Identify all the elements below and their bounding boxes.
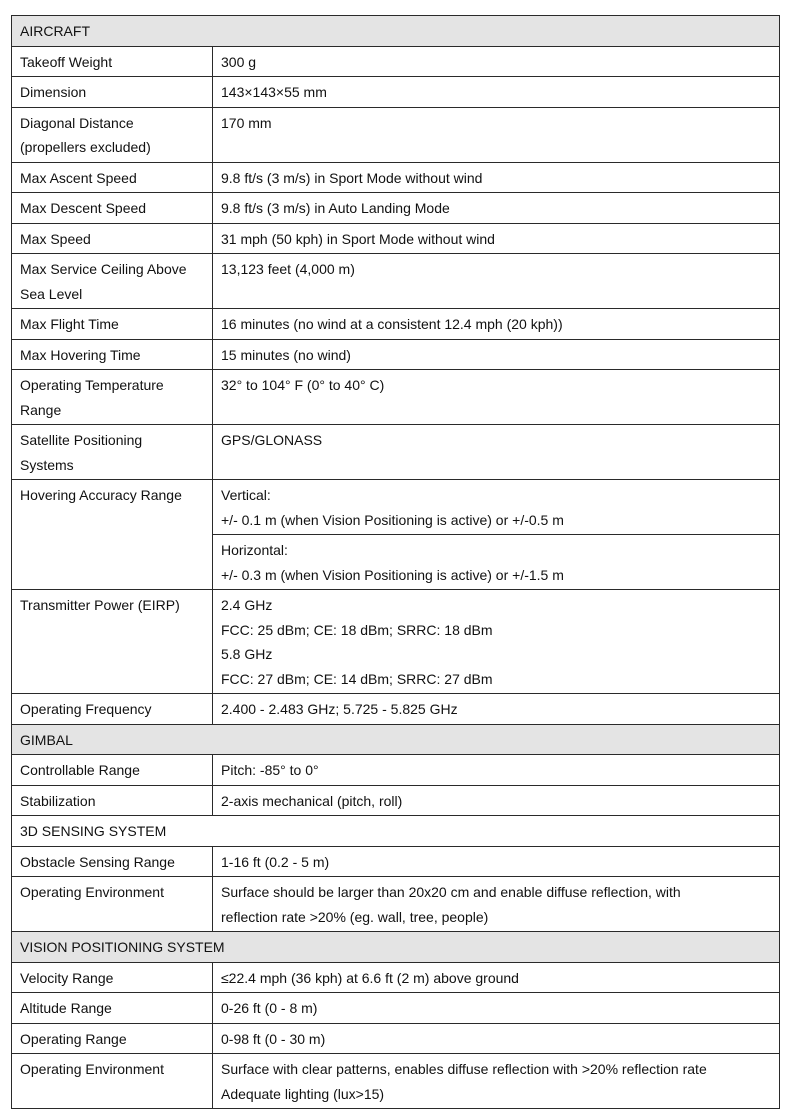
spec-row-satellite-positioning-systems [12,425,780,480]
spec-value-line: 13,123 feet (4,000 m) [221,261,355,277]
section-title: 3D SENSING SYSTEM [12,816,780,847]
spec-label-line: Range [20,401,62,418]
spec-label-line: Operating Environment [20,884,164,900]
spec-value-line: 0-98 ft (0 - 30 m) [221,1030,326,1047]
spec-label [12,425,213,480]
spec-label-line: Operating Frequency [20,701,152,717]
spec-value-line: +/- 0.3 m (when Vision Positioning is active) or +/-1.5 m [221,566,564,583]
spec-value [213,846,780,877]
spec-value-line: 2-axis mechanical (pitch, roll) [221,792,403,809]
spec-value-line: Surface with clear patterns, enables diffuse reflection with >20% reflection rate [221,1061,707,1077]
spec-value [213,877,780,932]
spec-label-line: Diagonal Distance [20,114,134,131]
spec-label [12,1054,213,1109]
spec-row-operating-frequency [12,694,780,725]
spec-value-line: 300 g [221,53,257,70]
spec-value-line: 9.8 ft/s (3 m/s) in Auto Landing Mode [221,200,450,216]
spec-label [12,77,213,108]
spec-value [213,339,780,370]
spec-value-line: 31 mph (50 kph) in Sport Mode without wind [221,230,495,247]
spec-value-line: 1-16 ft (0.2 - 5 m) [221,853,330,870]
spec-value [213,309,780,340]
spec-value-line: 2.400 - 2.483 GHz; 5.725 - 5.825 GHz [221,701,458,717]
spec-label [12,46,213,77]
spec-value [213,425,780,480]
spec-value-line: +/- 0.1 m (when Vision Positioning is active) or +/-0.5 m [221,511,564,528]
section-title: GIMBAL [12,724,780,755]
spec-value [213,1054,780,1109]
spec-value-line: 9.8 ft/s (3 m/s) in Sport Mode without wind [221,169,483,186]
spec-value [213,193,780,224]
spec-label [12,694,213,725]
spec-value-line: reflection rate >20% (eg. wall, tree, people) [221,908,489,925]
spec-value-line: Adequate lighting (lux>15) [221,1085,385,1102]
spec-value-line: 143×143×55 mm [221,84,327,100]
spec-row-diagonal-distance-propellers-excluded [12,107,780,162]
spec-row-max-hovering-time [12,339,780,370]
spec-value-line: Pitch: -85° to 0° [221,762,319,778]
spec-value-line: FCC: 27 dBm; CE: 14 dBm; SRRC: 27 dBm [221,670,493,687]
spec-value-line: 16 minutes (no wind at a consistent 12.4 mph (20 kph)) [221,316,563,332]
spec-label-line: Velocity Range [20,969,114,986]
spec-value [213,77,780,108]
spec-row-max-flight-time [12,309,780,340]
spec-label-line: Operating Range [20,1030,127,1047]
spec-row-operating-environment [12,877,780,932]
spec-label-line: Max Flight Time [20,316,119,332]
spec-row-transmitter-power-eirp [12,590,780,694]
section-header-aircraft [12,16,780,47]
spec-label-line: Controllable Range [20,762,140,778]
spec-label-line: Dimension [20,84,87,100]
spec-value [213,755,780,786]
spec-label [12,962,213,993]
spec-label-line: Stabilization [20,792,96,809]
spec-label [12,339,213,370]
spec-row-operating-temperature-range [12,370,780,425]
spec-row-dimension [12,77,780,108]
spec-row-max-descent-speed [12,193,780,224]
spec-value-line: 2.4 GHz [221,597,273,613]
spec-row-altitude-range [12,993,780,1024]
spec-label [12,223,213,254]
spec-value [213,535,780,590]
spec-label-line: Operating Environment [20,1061,164,1077]
spec-value [213,785,780,816]
spec-value-line: 32° to 104° F (0° to 40° C) [221,377,385,393]
spec-value [213,162,780,193]
spec-label [12,1023,213,1054]
spec-value [213,46,780,77]
spec-label [12,107,213,162]
spec-label-line: Max Descent Speed [20,200,147,216]
section-header-3d-sensing-system [12,816,780,847]
section-header-gimbal [12,724,780,755]
spec-row-operating-environment [12,1054,780,1109]
spec-value [213,223,780,254]
spec-value [213,590,780,694]
spec-label [12,993,213,1024]
spec-label-line: Transmitter Power (EIRP) [20,597,180,613]
spec-value-line: 170 mm [221,114,272,131]
spec-row-takeoff-weight [12,46,780,77]
spec-label [12,877,213,932]
spec-value [213,107,780,162]
spec-label-line: Operating Temperature [20,377,164,393]
spec-row-stabilization [12,785,780,816]
spec-row-max-service-ceiling-above-sea-level [12,254,780,309]
spec-row-velocity-range [12,962,780,993]
spec-label-line: Max Speed [20,230,91,247]
spec-value-line: 15 minutes (no wind) [221,346,351,363]
spec-row-max-ascent-speed [12,162,780,193]
spec-value-line: FCC: 25 dBm; CE: 18 dBm; SRRC: 18 dBm [221,621,493,638]
spec-label [12,309,213,340]
spec-label-line: Max Hovering Time [20,346,141,363]
spec-label-line: Satellite Positioning [20,432,143,448]
spec-label [12,193,213,224]
spec-value [213,480,780,535]
spec-value-line: Surface should be larger than 20x20 cm and enable diffuse reflection, with [221,884,681,900]
spec-label-line: Systems [20,456,74,473]
spec-value-line: Vertical: [221,487,271,503]
spec-row-hovering-accuracy-range [12,480,780,535]
spec-value-line: GPS/GLONASS [221,432,323,448]
spec-label [12,254,213,309]
spec-value [213,1023,780,1054]
spec-label [12,480,213,590]
spec-label [12,162,213,193]
spec-label-line: Max Service Ceiling Above [20,261,187,277]
spec-value [213,254,780,309]
spec-label-line: Obstacle Sensing Range [20,853,175,870]
spec-row-controllable-range [12,755,780,786]
spec-label [12,370,213,425]
spec-label [12,755,213,786]
spec-value-line: 5.8 GHz [221,646,273,662]
spec-value-line: Horizontal: [221,542,288,558]
spec-row-operating-range [12,1023,780,1054]
spec-value [213,993,780,1024]
spec-label-line: Max Ascent Speed [20,169,137,186]
spec-value [213,694,780,725]
spec-table [11,15,780,1109]
section-title: AIRCRAFT [12,16,780,47]
spec-label-line: Hovering Accuracy Range [20,487,182,503]
spec-value-line: 0-26 ft (0 - 8 m) [221,1000,318,1016]
spec-label-line: (propellers excluded) [20,139,151,155]
section-header-vision-positioning-system [12,932,780,963]
spec-value-line: ≤22.4 mph (36 kph) at 6.6 ft (2 m) above ground [221,969,519,986]
spec-label-line: Altitude Range [20,1000,112,1016]
spec-value [213,962,780,993]
spec-label-line: Takeoff Weight [20,53,113,70]
spec-label [12,590,213,694]
spec-table-body [12,16,780,1109]
spec-label [12,846,213,877]
spec-label [12,785,213,816]
section-title: VISION POSITIONING SYSTEM [12,932,780,963]
spec-value [213,370,780,425]
spec-label-line: Sea Level [20,285,83,302]
spec-row-max-speed [12,223,780,254]
spec-row-obstacle-sensing-range [12,846,780,877]
